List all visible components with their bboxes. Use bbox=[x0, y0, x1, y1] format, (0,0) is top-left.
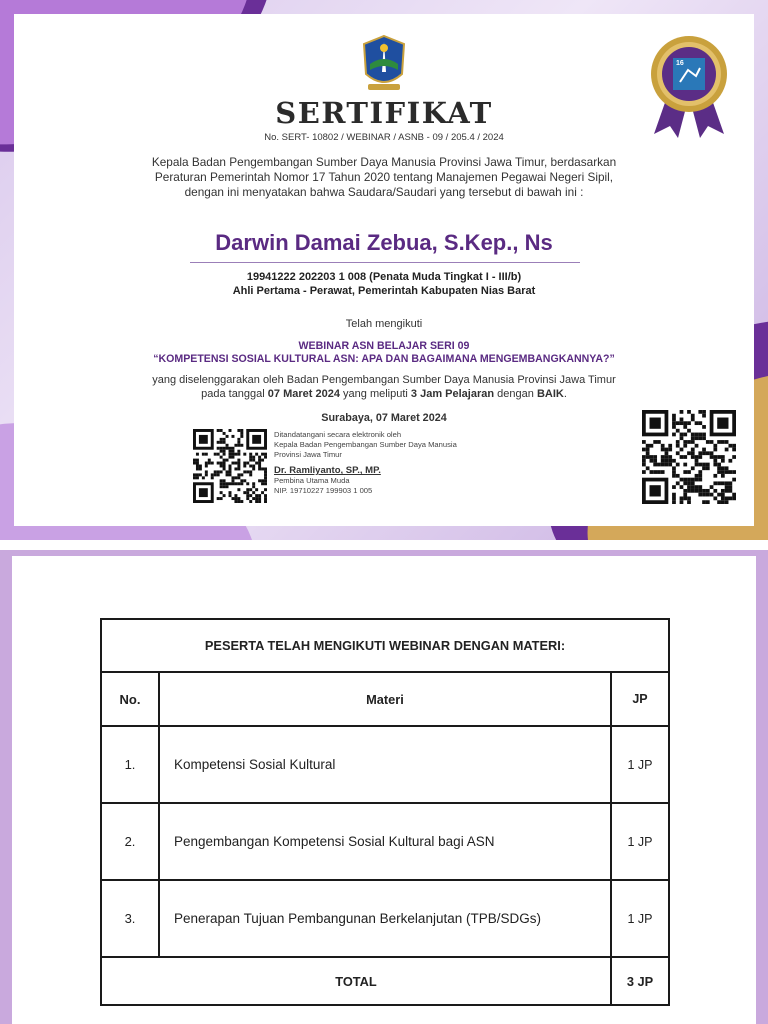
row-no: 2. bbox=[101, 803, 159, 880]
recipient-nip: 19941222 202203 1 008 (Penata Muda Tingkat I - III/b) bbox=[246, 271, 522, 283]
signature-line: Ditandatangani secara elektronik oleh bbox=[274, 430, 402, 439]
row-jp: 1 JP bbox=[611, 803, 669, 880]
recipient-position: Ahli Pertama - Perawat, Pemerintah Kabupaten Nias Barat bbox=[232, 285, 536, 297]
materials-page bbox=[0, 550, 768, 1024]
result-prefix: dengan bbox=[497, 388, 534, 400]
signature-line: Provinsi Jawa Timur bbox=[274, 450, 342, 459]
result-suffix: . bbox=[563, 388, 567, 400]
materials-table bbox=[100, 618, 670, 1006]
row-jp: 1 JP bbox=[611, 726, 669, 803]
lesson-hours: 3 Jam Pelajaran bbox=[410, 388, 495, 400]
signer-name: Dr. Ramliyanto, SP., MP. bbox=[274, 465, 381, 476]
followed-label: Telah mengikuti bbox=[345, 318, 423, 330]
intro-line: Kepala Badan Pengembangan Sumber Daya Manusia Provinsi Jawa Timur, berdasarkan bbox=[151, 155, 617, 169]
date-prefix: pada tanggal bbox=[201, 388, 265, 400]
event-info bbox=[0, 340, 768, 366]
result-grade: BAIK bbox=[536, 388, 564, 400]
name-underline bbox=[190, 262, 580, 263]
page-gap bbox=[0, 540, 768, 550]
table-row bbox=[101, 726, 669, 803]
certificate-intro bbox=[0, 155, 768, 200]
badge-number: 16 bbox=[676, 60, 684, 67]
hours-prefix: yang meliputi bbox=[343, 388, 408, 400]
table-row bbox=[101, 803, 669, 880]
total-jp: 3 JP bbox=[611, 957, 669, 1005]
organizer-info bbox=[0, 373, 768, 401]
signature-block bbox=[274, 430, 534, 496]
certificate-number: No. SERT- 10802 / WEBINAR / ASNB - 09 / 205.4 / 2024 bbox=[264, 132, 504, 143]
row-jp: 1 JP bbox=[611, 880, 669, 957]
materials-table-title: PESERTA TELAH MENGIKUTI WEBINAR DENGAN MATERI: bbox=[101, 619, 669, 672]
total-label: TOTAL bbox=[101, 957, 611, 1005]
signature-qr-code bbox=[193, 429, 267, 503]
row-materi: Pengembangan Kompetensi Sosial Kultural bagi ASN bbox=[159, 803, 611, 880]
certificate-title: SERTIFIKAT bbox=[275, 96, 493, 130]
column-header-no: No. bbox=[101, 672, 159, 726]
column-header-jp: JP bbox=[611, 672, 669, 726]
event-date: 07 Maret 2024 bbox=[267, 388, 340, 400]
row-materi bbox=[159, 880, 611, 957]
east-java-emblem bbox=[362, 34, 406, 92]
place-date: Surabaya, 07 Maret 2024 bbox=[321, 412, 447, 424]
date-line bbox=[0, 387, 768, 401]
event-series: WEBINAR ASN BELAJAR SERI 09 bbox=[298, 340, 470, 352]
event-title: “KOMPETENSI SOSIAL KULTURAL ASN: APA DAN BAGAIMANA MENGEMBANGKANNYA?” bbox=[153, 353, 615, 365]
signature-line: Kepala Badan Pengembangan Sumber Daya Manusia bbox=[274, 440, 457, 449]
organizer-line: yang diselenggarakan oleh Badan Pengembangan Sumber Daya Manusia Provinsi Jawa Timur bbox=[152, 374, 616, 386]
row-materi-text: Penerapan Tujuan Pembangunan Berkelanjutan (TPB/SDGs) bbox=[174, 911, 541, 926]
signer-rank: Pembina Utama Muda bbox=[274, 476, 350, 485]
column-header-materi: Materi bbox=[159, 672, 611, 726]
row-no: 1. bbox=[101, 726, 159, 803]
row-no: 3. bbox=[101, 880, 159, 957]
intro-line: Peraturan Pemerintah Nomor 17 Tahun 2020 tentang Manajemen Pegawai Negeri Sipil, bbox=[154, 170, 614, 184]
verification-qr-code[interactable] bbox=[638, 406, 740, 508]
intro-line: dengan ini menyatakan bahwa Saudara/Saudari yang tersebut di bawah ini : bbox=[184, 185, 584, 199]
recipient-details bbox=[0, 270, 768, 298]
signer-nip: NIP. 19710227 199903 1 005 bbox=[274, 486, 373, 495]
recipient-name: Darwin Damai Zebua, S.Kep., Ns bbox=[215, 230, 553, 255]
table-row bbox=[101, 880, 669, 957]
row-materi: Kompetensi Sosial Kultural bbox=[159, 726, 611, 803]
